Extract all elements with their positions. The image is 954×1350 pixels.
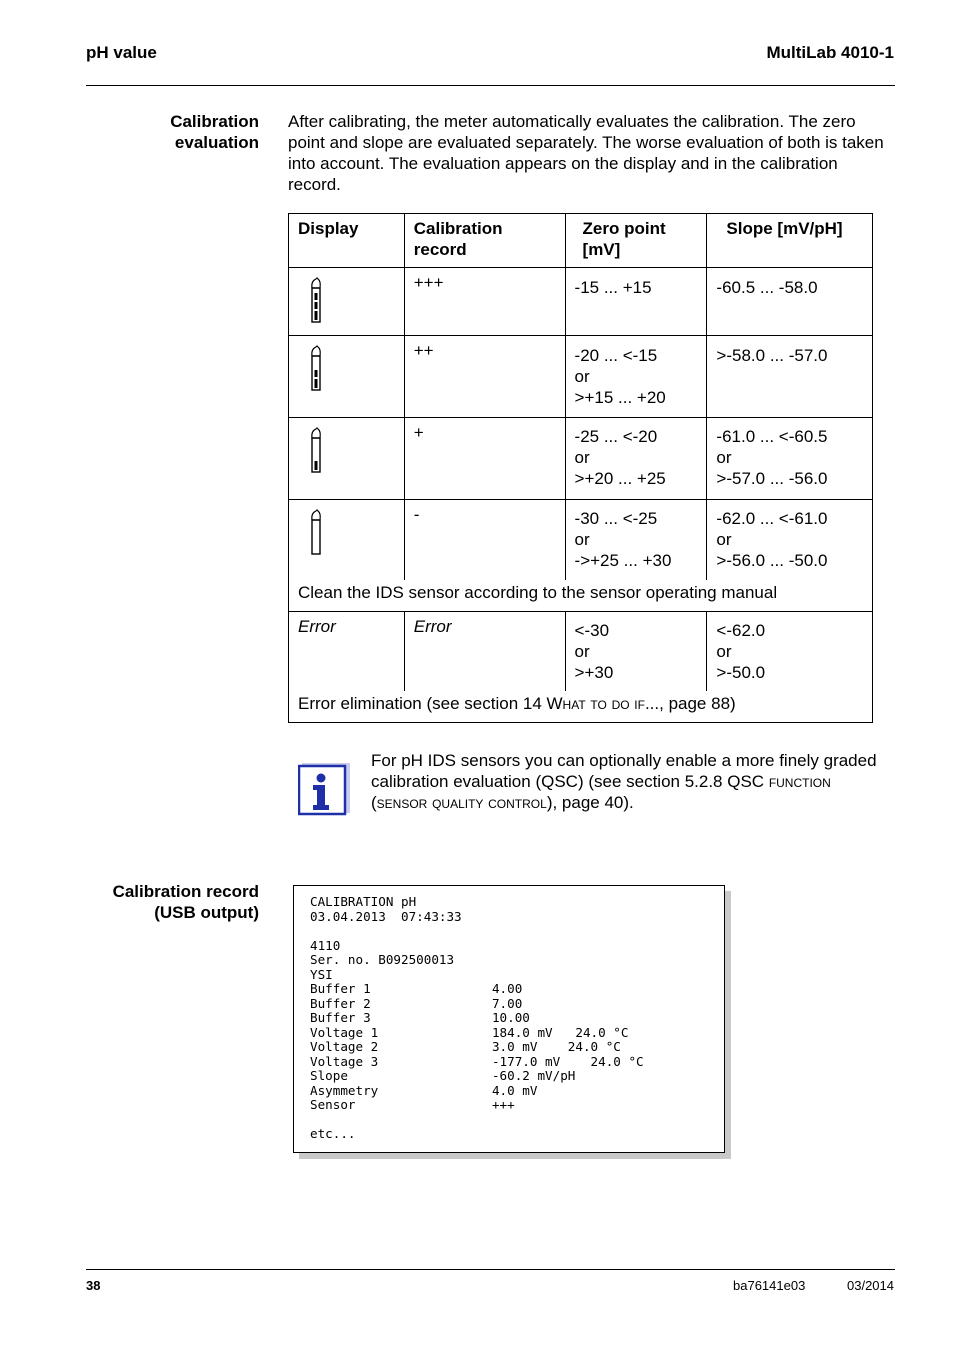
error-note: Error elimination (see section 14 What to do if..., page 88): [289, 691, 873, 723]
header-display: Display: [289, 214, 405, 268]
display-cell: [289, 336, 405, 418]
document-date: 03/2014: [847, 1278, 894, 1293]
electrode-3-bars-icon: [305, 276, 327, 326]
table-header-row: [289, 214, 873, 268]
info-text: For pH IDS sensors you can optionally enable a more finely graded calibration evaluation (QSC) (see section 5.2.8 QSC function (sensor quality control), page 40).: [371, 751, 877, 812]
table-row: [289, 268, 873, 336]
section-label-line: Calibration: [170, 112, 259, 131]
clean-note-row: [289, 580, 873, 612]
slope-cell: -60.5 ... -58.0: [707, 268, 873, 336]
record-cell: ++: [404, 336, 565, 418]
electrode-2-bars-icon: [305, 344, 327, 394]
table-row-error: [289, 611, 873, 691]
record-cell: -: [404, 500, 565, 580]
slope-cell: -61.0 ... <-60.5 or >-57.0 ... -56.0: [707, 418, 873, 500]
display-cell: Error: [289, 611, 405, 691]
table-row: [289, 336, 873, 418]
error-note-row: [289, 691, 873, 723]
zero-cell: -25 ... <-20 or >+20 ... +25: [565, 418, 707, 500]
section-label-line: (USB output): [154, 903, 259, 922]
section-label-evaluation: [170, 111, 259, 153]
calibration-evaluation-table: [288, 213, 873, 723]
record-cell: +++: [404, 268, 565, 336]
calibration-printout-box: [293, 885, 725, 1153]
slope-cell: >-58.0 ... -57.0: [707, 336, 873, 418]
section-reference-link[interactable]: What to do if...: [546, 694, 660, 713]
info-icon: [298, 761, 350, 815]
footer-rule: [86, 1269, 895, 1270]
section-label-line: evaluation: [174, 133, 259, 152]
running-header-right: MultiLab 4010-1: [766, 43, 894, 62]
section-label-record: [113, 881, 259, 923]
header-slope: Slope [mV/pH]: [707, 214, 873, 268]
running-header-left: pH value: [86, 43, 157, 62]
zero-cell: -15 ... +15: [565, 268, 707, 336]
page-number: 38: [86, 1278, 101, 1293]
display-cell: [289, 418, 405, 500]
table-row: [289, 418, 873, 500]
slope-cell: -62.0 ... <-61.0 or >-56.0 ... -50.0: [707, 500, 873, 580]
slope-cell: <-62.0 or >-50.0: [707, 611, 873, 691]
electrode-1-bar-icon: [305, 426, 327, 476]
display-cell: [289, 268, 405, 336]
display-cell: [289, 500, 405, 580]
evaluation-paragraph: After calibrating, the meter automatically evaluates the calibration. The zero point and slope are evaluated separately. The worse evaluation of both is taken into account. The evaluation appears on the display and in the calibration record.: [288, 112, 884, 194]
document-id: ba76141e03: [733, 1278, 806, 1293]
header-zero-point: Zero point [mV]: [565, 214, 707, 268]
clean-note: Clean the IDS sensor according to the sensor operating manual: [289, 580, 873, 612]
header-calibration-record: Calibration record: [404, 214, 565, 268]
table-row: [289, 500, 873, 580]
zero-cell: -20 ... <-15 or >+15 ... +20: [565, 336, 707, 418]
zero-cell: <-30 or >+30: [565, 611, 707, 691]
record-cell: +: [404, 418, 565, 500]
electrode-empty-icon: [305, 508, 327, 558]
section-label-line: Calibration record: [112, 882, 259, 901]
calibration-printout: CALIBRATION pH 03.04.2013 07:43:33 4110 Ser. no. B092500013 YSI Buffer 1 4.00 Buffer 2 7.00 Buffer 3 10.00 Voltage 1 184.0 mV 24.0 °C Voltage 2 3.0 mV 24.0 °C Voltage 3 -177.0 mV 24.0 °C Slope -60.2 mV/pH Asymmetry 4.0 mV Sensor +++ etc...: [310, 894, 644, 1141]
zero-cell: -30 ... <-25 or ->+25 ... +30: [565, 500, 707, 580]
header-rule: [86, 85, 895, 86]
record-cell: Error: [404, 611, 565, 691]
